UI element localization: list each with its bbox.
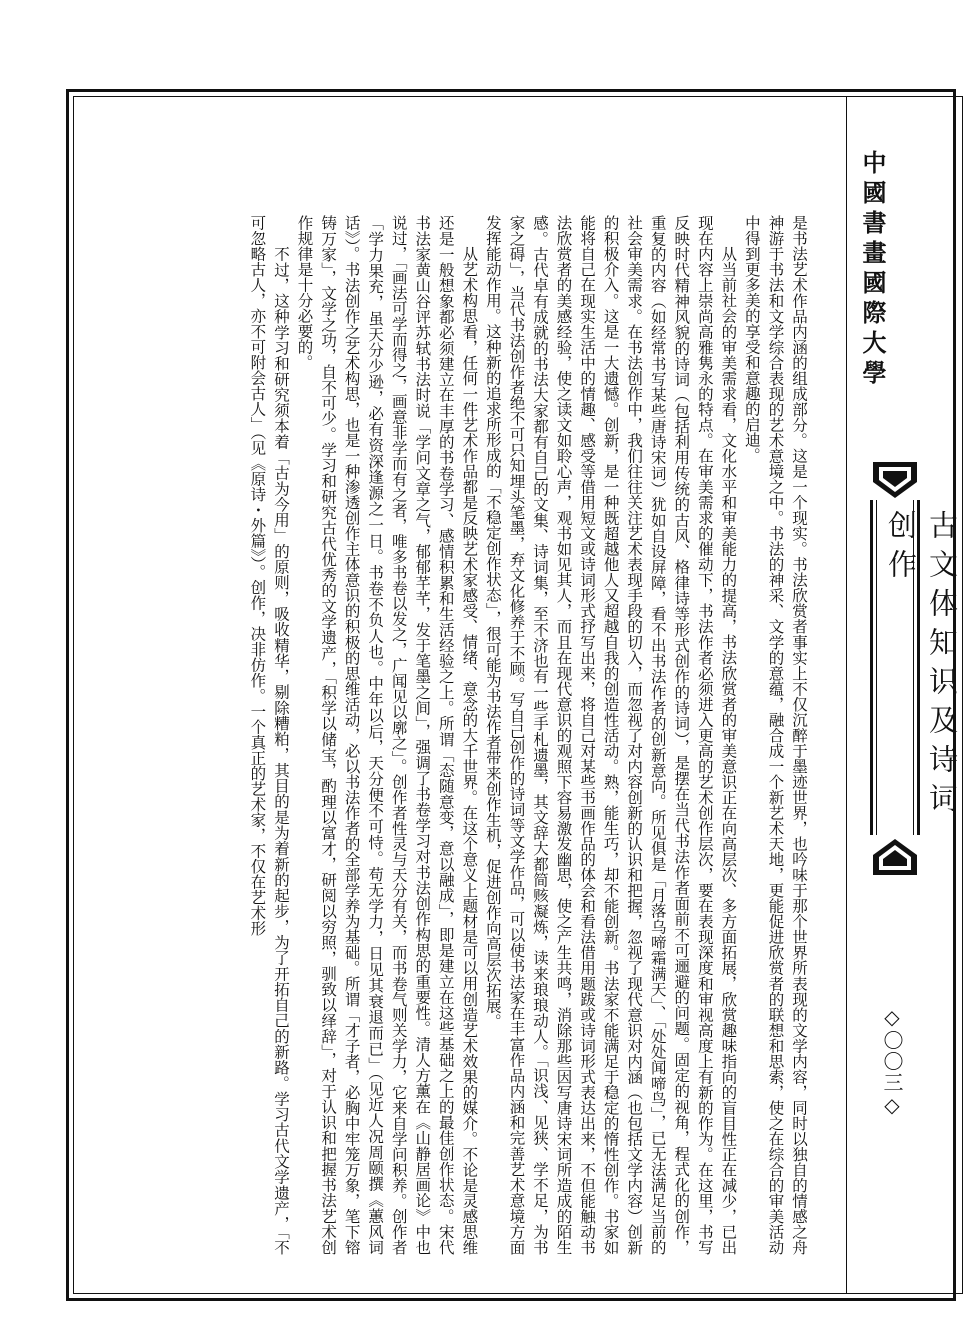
university-header: 中國書畫國際大學 [858, 150, 887, 390]
page-number: ◇〇〇三◇ [880, 1005, 904, 1118]
chapter-ornament-bottom-icon [870, 835, 920, 879]
body-text [100, 215, 810, 1255]
chapter-title: 古文体知识及诗词创作 [884, 510, 959, 822]
paragraph-4: 不过，这种学习和研究须本着「古为今用」的原则，吸收精华，剔除糟粕，其目的是为着新的起步，为了开拓自己的新路。学习古代文学遗产，「不可忽略古人，亦不可附会古人」（见《原诗・外篇》）。创作，决非仿作。一个真正的艺术家，不仅在艺术形 [248, 215, 290, 1255]
chapter-title-box [870, 500, 959, 835]
side-column-rule [846, 96, 847, 1294]
chapter-ornament-top-icon [870, 458, 920, 502]
paragraph-1: 是书法艺术作品内涵的组成部分。这是一个现实。书法欣赏者事实上不仅沉醉于墨迹世界，也吟味于那个世界所表现的文学内容，同时以独自的情感之舟神游于书法和文学综合表现的艺术意境之中。书法的神采、文学的意蕴，融合成一个新艺术天地，更能促进欣赏者的联想和思索，使之在综合的审美活动中得到更多美的享受和意趣的启迪。 [742, 215, 808, 1255]
paragraph-3: 从艺术构思看，任何一件艺术作品都是反映艺术家感受、情绪、意念的大千世界。在这个意义上题材是可以用创造艺术效果的媒介。不论是灵感思维还是一般想象都必须建立在丰厚的书卷学习、感情积累和生活经验之上。所谓「态随意变，意以融成」，即是建立在这些基础之上的最佳创作状态。宋代书法家黄山谷评苏轼书法时说「学问文章之气，郁郁芊芊，发于笔墨之间」，强调了书卷学习对书法创作构思的重要性。清人方薰在《山静居画论》中也说过，「画法可学而得之，画意非学而有之者，唯多书卷以发之，广闻见以廓之」。创作者性灵与天分有关，而书卷气则关学力，它来自学问积养。创作者「学力果充，虽天分少逊，必有资深逢源之一日。书卷不负人也。中年以后，天分便不可恃。苟无学力，日见其衰退而已」（见近人况周颐撰《蕙风词话》）。书法创作之艺术构思，也是一种渗透创作主体意识的积极的思维活动，必以书法作者的全部学养为基础。所谓「才子者，必胸中牢笼万象，笔下镕铸万家」，文学之功，自不可少。学习和研究古代优秀的文学遗产，「积学以储宝，酌理以富才，研阅以穷照，驯致以绎辞」，对于认识和把握书法艺术创作规律是十分必要的。 [295, 215, 479, 1255]
paragraph-2: 从当前社会的审美需求看，文化水平和审美能力的提高，书法欣赏者的审美意识正在向高层次、多方面拓展，欣赏趣味指向的盲目性正在减少，已出现在内容上崇尚高雅隽永的特点。在审美需求的催动下，书法作者必须进入更高的艺术创作层次，要在表现深度和审视高度上有新的作为。在这里，书写反映时代精神风貌的诗词（包括利用传统的古风、格律诗等形式创作的诗词），是摆在当代书法作者面前不可逦避的问题。固定的视角，程式化的创作，重复的内容（如经常书写某些唐诗宋词）犹如自设屏障，看不出书法作者的创新意向。所见俱是「月落乌啼霜满天」、「处处闻啼鸟」，已无法满足当前的社会审美需求。在书法创作中，我们往往关注艺术表现手段的切入，而忽视了对内容创新的认识和把握，忽视了现代意识对内涵（也包括文学内容）创新的积极介入。这是一大遗憾。创新，是一种既超越他人又超越自我的创造性活动。熟，能生巧，却不能创新。书法家不能满足于稳定的惰性创作。书家如能将自己在现实生活中的情趣、感受等借用短文或诗词形式抒写出来，将自己对某些书画作品的体会和看法借用题跋或诗词形式表达出来，不但能触动书法欣赏者的美感经验，使之读文如聆心声，观书如见其人，而且在现代意识的观照下容易激发幽思，使之产生共鸣，消除那些因写唐诗宋词所造成的陌生感。古代卓有成就的书法大家都有自己的文集、诗词集，至不济也有一些手札遗墨，其文辞大都简赅凝炼，读来琅琅动人。「识浅、见狭、学不足，为书家之碍」，当代书法创作者绝不可只知埋头笔墨，弃文化修养于不顾。写自己创作的诗词等文学作品，可以使书法家在丰富作品内涵和完善艺术意境方面发挥能动作用。这种新的追求所形成的「不稳定创作状态」，很可能为书法作者带来创作生机，促进创作向高层次拓展。 [483, 215, 738, 1255]
